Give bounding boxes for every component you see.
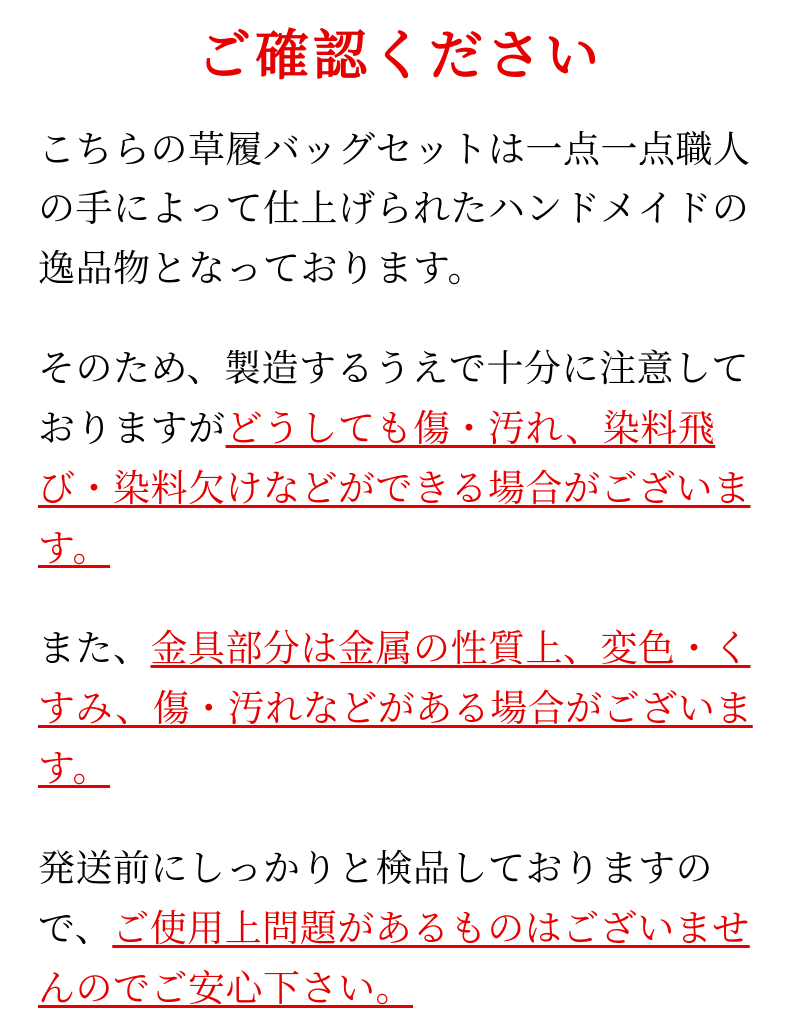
highlighted-text-segment: ご使用上問題があるものはございませんのでご安心下さい。 [38, 906, 750, 1010]
paragraph-handmade-notice [38, 120, 762, 300]
highlighted-text-segment: どうしても傷・汚れ、染料飛び・染料欠けなどができる場合がございます。 [38, 407, 751, 571]
paragraph-inspection-notice [38, 839, 762, 1019]
text-segment: こちらの草履バッグセットは一点一点職人の手によって仕上げられたハンドメイドの逸品物となっております。 [38, 127, 751, 291]
paragraph-metal-parts-notice [38, 619, 762, 799]
text-segment: そのため、製造するうえで十分に注意しておりますが [38, 347, 750, 451]
paragraph-production-notice [38, 339, 762, 579]
text-segment: また、 [38, 627, 151, 671]
highlighted-text-segment: 金具部分は金属の性質上、変色・くすみ、傷・汚れなどがある場合がございます。 [38, 627, 753, 790]
page-title: ご確認ください [197, 24, 603, 87]
text-segment: 発送前にしっかりと検品しておりますので、 [38, 846, 713, 950]
